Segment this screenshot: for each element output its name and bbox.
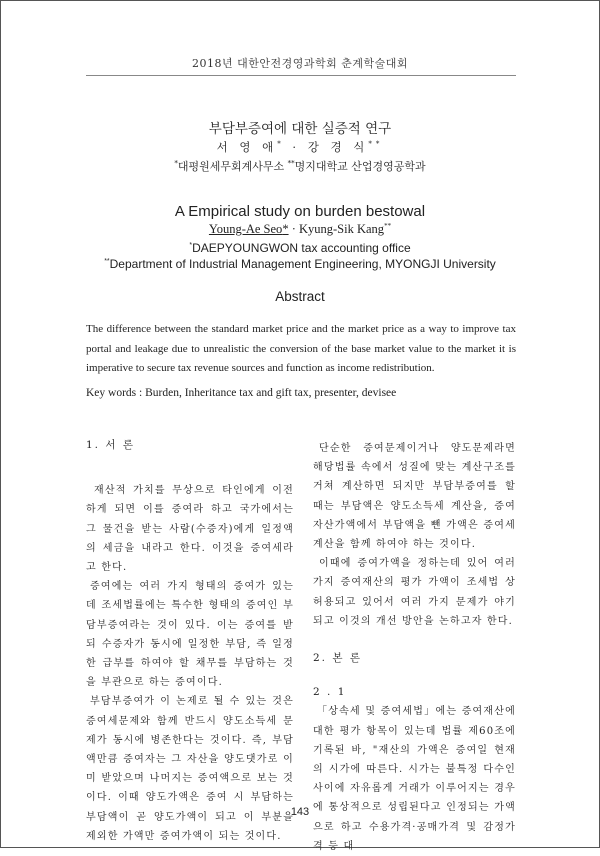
english-affiliation-2: **Department of Industrial Management Engineering, MYONGJI University bbox=[104, 257, 496, 271]
korean-affiliations bbox=[0, 158, 600, 174]
korean-author-2: 강 경 식 bbox=[307, 140, 369, 154]
page-number: 143 bbox=[290, 806, 310, 818]
english-affiliation-1: *DAEPYOUNGWON tax accounting office bbox=[189, 241, 411, 255]
affil-mark-2: ** bbox=[368, 140, 384, 149]
intro-heading: 1. 서 론 bbox=[86, 439, 135, 451]
subsection-heading: 2 . 1 bbox=[313, 686, 347, 699]
korean-affiliation-2: 명지대학교 산업경영공학과 bbox=[294, 160, 426, 173]
korean-affiliation-1: 대평원세무회계사무소 bbox=[177, 160, 285, 173]
left-column bbox=[86, 436, 294, 846]
english-authors bbox=[0, 222, 600, 237]
abstract-body: The difference between the standard market price and the market price as a way to improve tax portal and leakage due to unrealistic the conversion of the base market value to the market it is imperative to secure tax revenue sources and function as income redistribution. bbox=[86, 323, 516, 374]
page-frame-top bbox=[0, 0, 600, 1]
english-author-separator: · bbox=[288, 222, 299, 237]
korean-authors bbox=[0, 139, 600, 155]
conference-header: 2018년 대한안전경영과학회 춘계학술대회 bbox=[191, 57, 408, 70]
korean-title: 부담부증여에 대한 실증적 연구 bbox=[208, 121, 392, 137]
affil-mark-1: * bbox=[189, 242, 193, 249]
english-author-1-mark: * bbox=[282, 222, 289, 237]
affil-mark-1: * bbox=[174, 159, 178, 168]
intro-paragraph-2: 증여에는 여러 가지 형태의 증여가 있는데 조세법률에는 특수한 형태의 증여인 부담부증여라는 것이 있다. 이는 증여를 받되 수증자가 동시에 일정한 부담, 즉 일정한 급부를 하여야 할 채무를 부담하는 것을 부관으로 하는 증여이다. bbox=[86, 581, 294, 689]
english-author-2: Kyung-Sik Kang bbox=[298, 222, 385, 237]
intro-paragraph-1: 재산적 가치를 무상으로 타인에게 이전하게 되면 이를 증여라 하고 국가에서는 그 물건을 받는 사람(수증자)에게 일정액의 세금을 내라고 한다. 이것을 증여세라고 한다. bbox=[86, 485, 294, 574]
header-rule bbox=[86, 75, 516, 76]
english-title: A Empirical study on burden bestowal bbox=[174, 203, 426, 220]
right-paragraph-3: 「상속세 및 증여세법」에는 증여재산에 대한 평가 항목이 있는데 법률 제60조에 기록된 바, "재산의 가액은 증여일 현재의 시가에 따른다. 시가는 불특정 다수인 사이에 자유롭게 거래가 이루어지는 경우에 통상적으로 성립된다고 인정되는 가액으로 하고 수용가격·공매가격 및 감정가격 등 대 bbox=[313, 706, 516, 852]
right-paragraph-1: 단순한 증여문제이거나 양도문제라면 해당법률 속에서 성질에 맞는 계산구조를 거쳐 계산하면 되지만 부담부증여를 할 때는 부담액은 양도소득세 계산을, 증여자산가액에서 부담액을 뺀 가액은 증여세계산을 함께 하여야 하는 것이다. bbox=[313, 443, 516, 551]
abstract-heading: Abstract bbox=[275, 289, 325, 304]
intro-paragraph-3: 부담부증여가 이 논제로 될 수 있는 것은 증여세문제와 함께 반드시 양도소득세 문제가 동시에 병존한다는 것이다. 즉, 부담액만큼 증여자는 그 자산을 양도댓가로 이미 받았으며 나머지는 증여액으로 보는 것이다. 이때 양도가액은 증여 시 부담하는 부담액이 곧 양도가액이 되고 이 부분을 제외한 가액만 증여가액이 되는 것이다. bbox=[86, 696, 294, 842]
right-paragraph-2: 이때에 증여가액을 정하는데 있어 여러 가지 증여재산의 평가 가액이 조세법 상 허용되고 있어서 여러 가지 문제가 야기 되고 이것의 개선 방안을 논하고자 한다. bbox=[313, 558, 516, 627]
korean-author-separator: · bbox=[284, 140, 308, 154]
affil-mark-2: ** bbox=[104, 258, 110, 265]
english-author-1: Young-Ae Seo* bbox=[208, 222, 289, 237]
body-heading: 2. 본 론 bbox=[313, 652, 362, 665]
affil-mark-2: ** bbox=[287, 159, 295, 168]
korean-author-1: 서 영 애 bbox=[216, 140, 278, 154]
keywords: Key words : Burden, Inheritance tax and gift tax, presenter, devisee bbox=[86, 387, 397, 399]
right-column bbox=[313, 439, 516, 856]
affil-mark-2: ** bbox=[384, 222, 392, 230]
affil-mark-1: * bbox=[277, 140, 285, 149]
